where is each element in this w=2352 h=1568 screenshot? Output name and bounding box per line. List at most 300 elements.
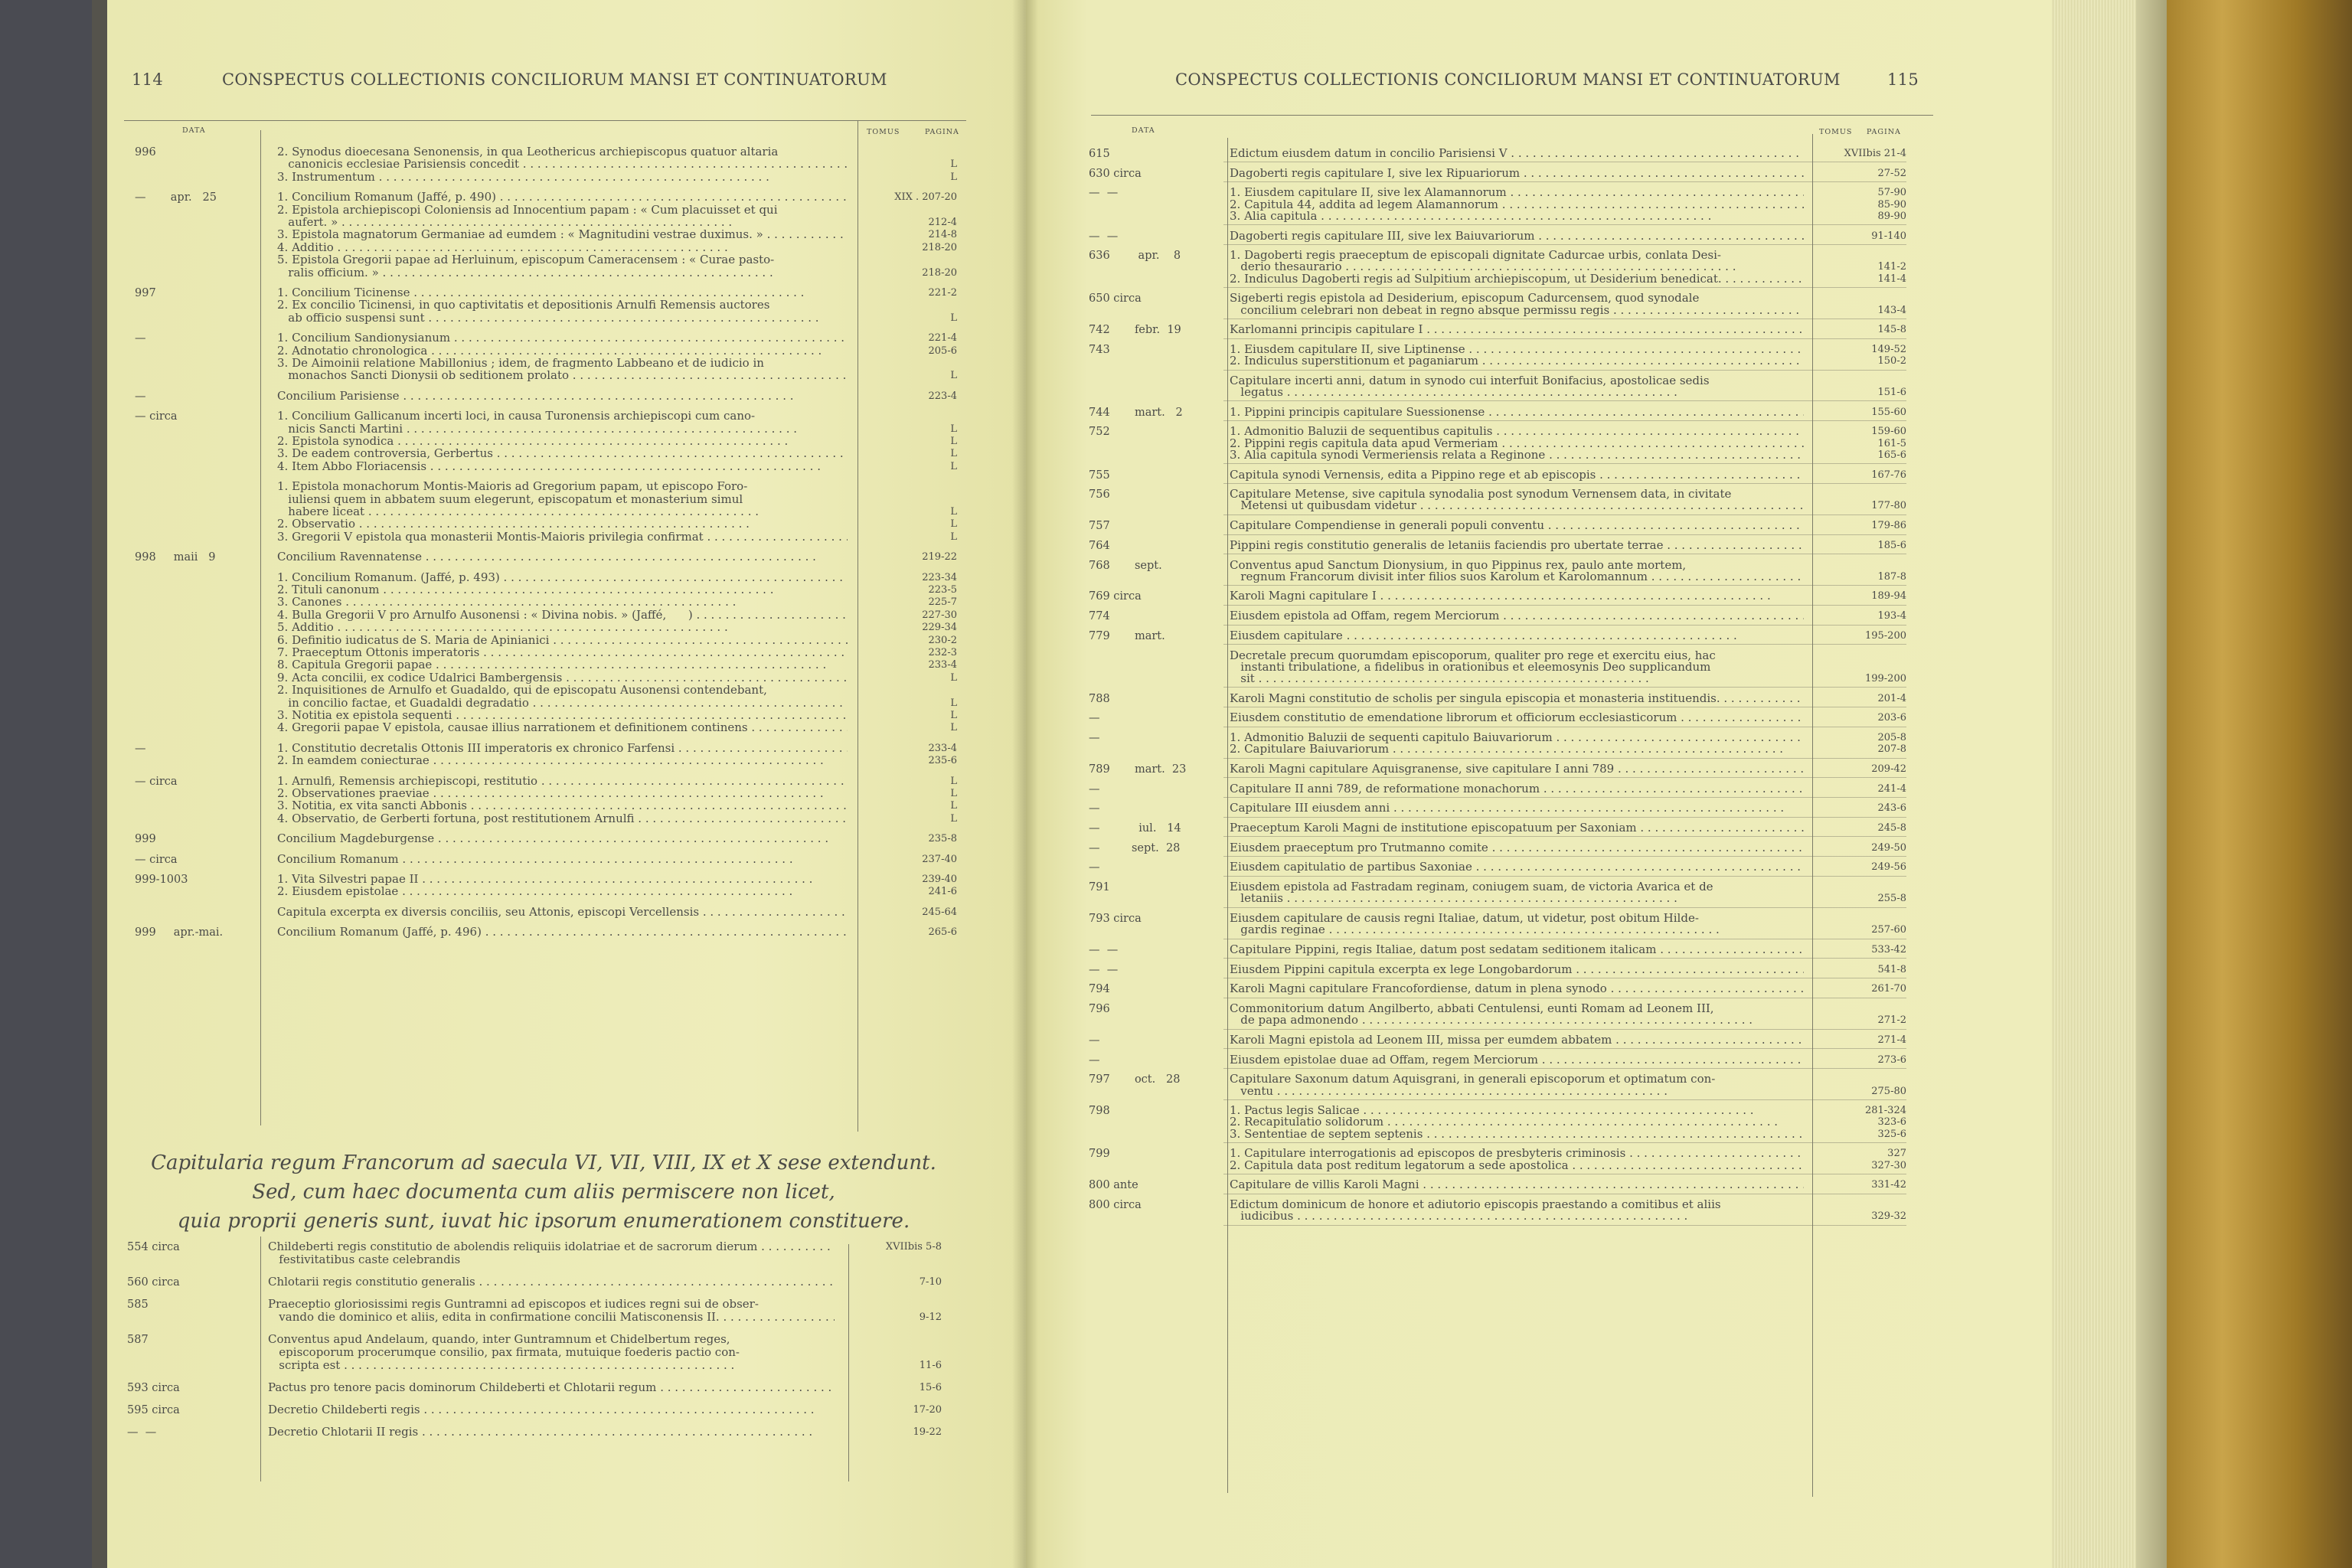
entry-text-line: 1. Pactus legis Salicae . . . [1230, 1104, 1804, 1116]
entry-text-line: 3. De Aimoinii relatione Mabillonius ; idem, de fragmento Labbeano et de iudicio in [277, 357, 764, 369]
entry-date: 744 mart. 2 [1089, 406, 1183, 419]
entry-text-line: Decretale precum quorumdam episcoporum, qualiter pro rege et exercitu eius, hac [1230, 648, 1716, 662]
entry-date: 756 [1089, 488, 1110, 501]
entry-text-line: 1. Arnulfi, Remensis archiepiscopi, restitutio . . . [277, 775, 848, 787]
entry-tomus-pagina: L [950, 671, 957, 684]
entry-text-line: Edictum eiusdem datum in concilio Parisiensi V . . . [1230, 147, 1804, 159]
entry-text-line: in concilio factae, et Guadaldi degradatio . . . [277, 697, 848, 709]
capitularia-section-heading [122, 1148, 965, 1236]
entry-date: — [135, 742, 146, 755]
entry-text-line: 5. Additio . . . [277, 621, 848, 633]
entry-tomus-pagina: 327-30 [1871, 1159, 1906, 1171]
entry-text-line: concilium celebrari non debeat in regno absque permissu regis . . . [1230, 304, 1804, 316]
entry-text-line: ab officio suspensi sunt . . . [277, 312, 848, 324]
entry-text-line: ventu . . . [1230, 1085, 1804, 1097]
entry-text-line: 5. Epistola Gregorii papae ad Herluinum, episcopum Cameracensem : « Curae pasto- [277, 253, 775, 266]
entry-text-line: Capitulare II anni 789, de reformatione monachorum . . . [1230, 782, 1804, 795]
entry-tomus-pagina: XVIIbis 5-8 [885, 1241, 942, 1253]
entry-text-line: Chlotarii regis constitutio generalis . . . [268, 1276, 835, 1288]
entry-text-line: Capitula synodi Vernensis, edita a Pippino rege et ab episcopis . . . [1230, 469, 1804, 481]
entry-text-line: Commonitorium datum Angilberto, abbati Centulensi, eunti Romam ad Leonem III, [1230, 1002, 1714, 1014]
entry-date: 798 [1089, 1105, 1110, 1118]
entry-date: 996 [135, 146, 156, 158]
entry-text-line: 1. Concilium Sandionysianum . . . [277, 332, 848, 344]
entry-text-line: Karoli Magni epistola ad Leonem III, missa per eumdem abbatem . . . [1230, 1034, 1804, 1046]
entry-tomus-pagina: 17-20 [913, 1404, 942, 1416]
entry-tomus-pagina: 221-2 [928, 287, 957, 299]
entry-separator [1223, 338, 1906, 339]
entry-date: 774 [1089, 610, 1110, 623]
entry-text-line: 1. Admonitio Baluzii de sequenti capitulo Baiuvariorum . . . [1230, 731, 1804, 743]
entry-date: 794 [1089, 983, 1110, 996]
page-block-edge [2052, 0, 2136, 1568]
entry-separator [1223, 797, 1906, 798]
entry-text-line: Dagoberti regis capitulare I, sive lex Ripuariorum . . . [1230, 167, 1804, 179]
entry-date: — — [1089, 230, 1119, 243]
entry-date: 779 mart. [1089, 629, 1165, 642]
entry-date: 650 circa [1089, 292, 1142, 305]
entry-date: 593 circa [127, 1382, 180, 1394]
entry-separator [1223, 625, 1906, 626]
entry-text-line: 1. Vita Silvestri papae II . . . [277, 873, 848, 885]
entry-text-line: 2. Ex concilio Ticinensi, in quo captivitatis et depositionis Arnulfi Remensis auctores [277, 299, 770, 312]
entry-tomus-pagina: 199-200 [1864, 672, 1906, 684]
entry-text-line: Eiusdem Pippini capitula excerpta ex lege Longobardorum . . . [1230, 963, 1804, 975]
entry-tomus-pagina: 167-76 [1871, 469, 1906, 481]
entry-tomus-pagina: L [950, 448, 957, 460]
entry-tomus-pagina: L [950, 710, 957, 721]
entry-text-line: 1. Eiusdem capitulare II, sive Liptinense . . . [1230, 343, 1804, 355]
entry-text-line: 3. Notitia ex epistola sequenti . . . [277, 709, 848, 721]
entry-text-line: nicis Sancti Martini . . . [277, 423, 848, 435]
entry-text-line: de papa admonendo . . . [1230, 1014, 1804, 1026]
entry-date: 742 febr. 19 [1089, 324, 1181, 337]
entry-text-line: Pippini regis constitutio generalis de letaniis faciendis pro ubertate terrae . . . [1230, 539, 1804, 551]
entry-text-line: 2. Capitula data post reditum legatorum a sede apostolica . . . [1230, 1159, 1804, 1171]
entry-date: 789 mart. 23 [1089, 763, 1187, 776]
entry-tomus-pagina: 214-8 [928, 229, 957, 241]
entry-text-line: 2. Pippini regis capitula data apud Vermeriam . . . [1230, 437, 1804, 449]
entry-tomus-pagina: 223-34 [922, 571, 957, 583]
entry-date: 554 circa [127, 1241, 180, 1253]
book-gutter [1012, 0, 1038, 1568]
entry-separator [1223, 318, 1906, 319]
right-page-number: 115 [1887, 70, 1919, 89]
entry-date: — circa [135, 775, 178, 788]
left-running-head: CONSPECTUS COLLECTIONIS CONCILIORUM MANSI ET CONTINUATORUM [222, 70, 887, 89]
entry-text-line: 1. Concilium Romanum (Jaffé, p. 490) . . . [277, 191, 848, 203]
entry-tomus-pagina: 149-52 [1871, 343, 1906, 355]
entry-tomus-pagina: 195-200 [1864, 629, 1906, 642]
entry-text-line: Karoli Magni constitutio de scholis per singula episcopia et monasteria instituendis. . . . [1230, 692, 1804, 704]
entry-tomus-pagina: L [950, 775, 957, 787]
entry-text-line: Childeberti regis constitutio de abolendis reliquiis idolatriae et de sacrorum dierum . . . [268, 1240, 835, 1253]
entry-date: — [1089, 1034, 1100, 1047]
entry-tomus-pagina: 209-42 [1871, 763, 1906, 775]
entry-tomus-pagina: 205-6 [928, 345, 957, 357]
entry-tomus-pagina: L [950, 697, 957, 709]
entry-tomus-pagina: 212-4 [928, 217, 957, 228]
entry-text-line: 3. De eadem controversia, Gerbertus . . . [277, 447, 848, 459]
entry-tomus-pagina: 233-4 [928, 659, 957, 671]
entry-text-line: iudicibus . . . [1230, 1210, 1804, 1222]
entry-text-line: 6. Definitio iudicatus de S. Maria de Apinianici . . . [277, 634, 848, 646]
entry-text-line: Concilium Romanum (Jaffé, p. 496) . . . [277, 926, 848, 938]
right-running-head: CONSPECTUS COLLECTIONIS CONCILIORUM MANSI ET CONTINUATORUM [1175, 70, 1841, 89]
entry-tomus-pagina: 205-8 [1877, 732, 1906, 743]
entry-text-line: 1. Concilium Ticinense . . . [277, 286, 848, 299]
entry-separator [1223, 224, 1906, 225]
entry-text-line: episcoporum procerumque consilio, pax firmata, mutuique foederis pactio con- [268, 1346, 740, 1358]
entry-text-line: Eiusdem capitulatio de partibus Saxoniae . . . [1230, 861, 1804, 873]
entry-text-line: 2. Capitula 44, addita ad legem Alamannorum . . . [1230, 198, 1804, 211]
entry-date: 585 [127, 1298, 149, 1311]
entry-text-line: 4. Bulla Gregorii V pro Arnulfo Ausonensi : « Divina nobis. » (Jaffé, ) . . . [277, 609, 848, 621]
left-col-pagina-header: PAGINA [925, 128, 959, 136]
entry-date: 595 circa [127, 1404, 180, 1416]
entry-text-line: Concilium Magdeburgense . . . [277, 832, 848, 844]
right-date-column-rule [1227, 138, 1228, 1493]
entry-text-line: 2. Epistola archiepiscopi Coloniensis ad Innocentium papam : « Cum placuisset et qui [277, 203, 778, 216]
entry-date: 764 [1089, 539, 1110, 552]
entry-text-line: Conventus apud Andelaum, quando, inter Guntramnum et Chidelbertum reges, [268, 1333, 730, 1345]
entry-separator [1223, 400, 1906, 401]
entry-tomus-pagina: 271-4 [1877, 1034, 1906, 1046]
right-col-tomus-header: TOMUS [1819, 128, 1853, 136]
entry-date: 768 sept. [1089, 559, 1162, 572]
entry-text-line: Praeceptum Karoli Magni de institutione episcopatuum per Saxoniam . . . [1230, 822, 1804, 834]
entry-text-line: Karoli Magni capitulare Aquisgranense, sive capitulare I anni 789 . . . [1230, 763, 1804, 775]
entry-text-line: festivitatibus caste celebrandis [268, 1253, 461, 1266]
entry-date: — — [127, 1426, 157, 1439]
entry-date: — — [1089, 963, 1119, 976]
entry-date: — [135, 332, 146, 345]
entry-tomus-pagina: L [950, 436, 957, 447]
section-heading-line-3: quia proprii generis sunt, iuvat hic ipsorum enumerationem constituere. [177, 1210, 910, 1233]
entry-tomus-pagina: 261-70 [1871, 983, 1906, 995]
entry-tomus-pagina: 89-90 [1877, 210, 1906, 222]
entry-tomus-pagina: 229-34 [922, 622, 957, 634]
entry-text-line: Capitulare Compendiense in generali populi conventu . . . [1230, 519, 1804, 531]
entry-text-line: canonicis ecclesiae Parisiensis concedit . . . [277, 158, 848, 170]
entry-text-line: Metensi ut quibusdam videtur . . . [1230, 499, 1804, 511]
entry-tomus-pagina: 141-4 [1877, 273, 1906, 285]
entry-tomus-pagina: 203-6 [1877, 712, 1906, 724]
entry-text-line: Eiusdem epistolae duae ad Offam, regem Merciorum . . . [1230, 1054, 1804, 1066]
entry-tomus-pagina: L [950, 518, 957, 531]
entry-text-line: 1. Constitutio decretalis Ottonis III imperatoris ex chronico Farfensi . . . [277, 742, 848, 754]
entry-text-line: Karlomanni principis capitulare I . . . [1230, 323, 1804, 335]
entry-text-line: 8. Capitula Gregorii papae . . . [277, 658, 848, 671]
entry-tomus-pagina: 271-2 [1877, 1014, 1906, 1027]
entry-tomus-pagina: 85-90 [1877, 198, 1906, 211]
entry-tomus-pagina: 143-4 [1877, 304, 1906, 316]
entry-tomus-pagina: L [950, 788, 957, 799]
entry-separator [1223, 1142, 1906, 1143]
entry-tomus-pagina: 255-8 [1877, 893, 1906, 905]
entry-separator [1223, 534, 1906, 535]
entry-tomus-pagina: 249-56 [1871, 861, 1906, 874]
entry-tomus-pagina: L [950, 312, 957, 324]
entry-tomus-pagina: L [950, 506, 957, 518]
entry-tomus-pagina: 219-22 [922, 551, 957, 564]
entry-date: 800 ante [1089, 1179, 1138, 1192]
entry-text-line: Karoli Magni capitulare Francofordiense, datum in plena synodo . . . [1230, 982, 1804, 995]
entry-date: — circa [135, 853, 178, 866]
book-cover-spine [2167, 0, 2352, 1568]
entry-separator [1223, 856, 1906, 857]
entry-text-line: 4. Additio . . . [277, 241, 848, 253]
entry-tomus-pagina: 177-80 [1871, 500, 1906, 512]
entry-tomus-pagina: 187-8 [1877, 570, 1906, 583]
entry-tomus-pagina: L [950, 812, 957, 825]
entry-text-line: 1. Capitulare interrogationis ad episcopos de presbyteris criminosis . . . [1230, 1147, 1804, 1159]
entry-tomus-pagina: 275-80 [1871, 1085, 1906, 1097]
entry-tomus-pagina: 57-90 [1877, 187, 1906, 199]
entry-date: 799 [1089, 1148, 1110, 1161]
entry-tomus-pagina: 221-4 [928, 332, 957, 345]
entry-separator [1223, 687, 1906, 688]
entry-separator [1223, 585, 1906, 586]
entry-date: 999-1003 [135, 874, 188, 886]
entry-tomus-pagina: 232-3 [928, 647, 957, 658]
entry-date: 752 [1089, 426, 1110, 439]
entry-text-line: vando die dominico et aliis, edita in confirmatione concilii Matisconensis II. . . . [268, 1311, 835, 1323]
entry-text-line: Edictum dominicum de honore et adiutorio episcopis praestando a comitibus et aliis [1230, 1197, 1721, 1210]
entry-tomus-pagina: 179-86 [1871, 520, 1906, 532]
entry-tomus-pagina: 233-4 [928, 742, 957, 754]
entry-separator [1223, 817, 1906, 818]
entry-date: — sept. 28 [1089, 841, 1181, 854]
entry-tomus-pagina: 218-20 [922, 266, 957, 279]
entry-tomus-pagina: L [950, 722, 957, 734]
entry-date: 587 [127, 1334, 149, 1346]
entry-date: — — [1089, 943, 1119, 956]
entry-text-line: 3. Notitia, ex vita sancti Abbonis . . . [277, 799, 848, 812]
entry-separator [1223, 1225, 1906, 1226]
entry-separator [1223, 287, 1906, 288]
entry-tomus-pagina: 91-140 [1871, 230, 1906, 242]
entry-date: — [1089, 782, 1100, 795]
entry-date: 793 circa [1089, 913, 1142, 925]
entry-text-line: Eiusdem capitulare . . . [1230, 629, 1804, 642]
entry-tomus-pagina: 7-10 [919, 1276, 942, 1288]
entry-text-line: Eiusdem praeceptum pro Trutmanno comite . . . [1230, 841, 1804, 854]
entry-separator [1223, 244, 1906, 245]
entry-date: — [1089, 802, 1100, 815]
entry-text-line: derio thesaurario . . . [1230, 260, 1804, 273]
entry-text-line: Capitula excerpta ex diversis conciliis, seu Attonis, episcopi Vercellensis . . . [277, 906, 848, 918]
entry-text-line: Eiusdem epistola ad Fastradam reginam, coniugem suam, de victoria Avarica et de [1230, 880, 1713, 893]
entry-text-line: Eiusdem epistola ad Offam, regem Merciorum . . . [1230, 609, 1804, 622]
entry-date: — — [1089, 187, 1119, 200]
entry-text-line: 3. Canones . . . [277, 596, 848, 608]
entry-text-line: 2. Observatio . . . [277, 518, 848, 530]
entry-text-line: 2. Inquisitiones de Arnulfo et Guadaldo, qui de episcopatu Ausonensi contendebant, [277, 684, 767, 697]
entry-text-line: Capitulare incerti anni, datum in synodo cui interfuit Bonifacius, apostolicae sedis [1230, 374, 1710, 387]
entry-text-line: scripta est . . . [268, 1359, 835, 1371]
entry-text-line: regnum Francorum divisit inter filios suos Karolum et Karolomannum . . . [1230, 570, 1804, 583]
entry-date: — [1089, 1054, 1100, 1067]
page-block-edge-dark [2136, 0, 2167, 1568]
entry-text-line: gardis reginae . . . [1230, 923, 1804, 936]
entry-separator [1223, 463, 1906, 464]
entry-date: — [1089, 712, 1100, 725]
entry-text-line: Capitulare de villis Karoli Magni . . . [1230, 1178, 1804, 1191]
entry-separator [1223, 958, 1906, 959]
entry-text-line: ralis officium. » . . . [277, 266, 848, 279]
entry-date: — [1089, 732, 1100, 744]
entry-tomus-pagina: 243-6 [1877, 802, 1906, 815]
left-header-rule [124, 120, 966, 121]
entry-text-line: Capitulare Metense, sive capitula synodalia post synodum Vernensem data, in civitate [1230, 488, 1732, 501]
entry-text-line: Capitulare III eiusdem anni . . . [1230, 802, 1804, 814]
entry-date: 630 circa [1089, 167, 1142, 180]
entry-date: 999 apr.-mai. [135, 926, 224, 939]
entry-text-line: Concilium Parisiense . . . [277, 390, 848, 402]
entry-tomus-pagina: 281-324 [1864, 1105, 1906, 1117]
entry-tomus-pagina: 235-8 [928, 833, 957, 845]
left-tomus-column-rule-2 [848, 1244, 849, 1481]
entry-text-line: 2. In eamdem coniecturae . . . [277, 754, 848, 766]
entry-date: 743 [1089, 343, 1110, 356]
entry-separator [1223, 907, 1906, 908]
entry-separator [1223, 836, 1906, 837]
entry-date: 757 [1089, 520, 1110, 533]
entry-date: 755 [1089, 469, 1110, 482]
entry-date: 800 circa [1089, 1198, 1142, 1211]
entry-text-line: Decretio Chlotarii II regis . . . [268, 1426, 835, 1438]
entry-text-line: 2. Observationes praeviae . . . [277, 787, 848, 799]
entry-text-line: sit . . . [1230, 672, 1804, 684]
entry-tomus-pagina: 541-8 [1877, 963, 1906, 975]
entry-tomus-pagina: 223-4 [928, 390, 957, 402]
entry-text-line: 1. Epistola monachorum Montis-Maioris ad Gregorium papam, ut episcopo Foro- [277, 480, 748, 493]
entry-separator [1223, 181, 1906, 182]
entry-text-line: 3. Alia capitula synodi Vermeriensis relata a Reginone . . . [1230, 449, 1804, 461]
entry-text-line: 2. Indiculus superstitionum et paganiarum . . . [1230, 354, 1804, 367]
entry-text-line: Praeceptio gloriosissimi regis Guntramni ad episcopos et iudices regni sui de obser- [268, 1298, 759, 1310]
entry-date: — [135, 390, 146, 403]
entry-tomus-pagina: 19-22 [913, 1426, 942, 1438]
entry-tomus-pagina: 155-60 [1871, 406, 1906, 418]
entry-separator [1223, 1048, 1906, 1049]
entry-tomus-pagina: 239-40 [922, 874, 957, 885]
entry-text-line: 3. Alia capitula . . . [1230, 210, 1804, 222]
entry-text-line: legatus . . . [1230, 386, 1804, 398]
entry-tomus-pagina: 245-64 [922, 906, 957, 918]
entry-tomus-pagina: 237-40 [922, 853, 957, 865]
entry-tomus-pagina: L [950, 531, 957, 543]
entry-tomus-pagina: 151-6 [1877, 387, 1906, 398]
entry-date: 788 [1089, 692, 1110, 705]
entry-tomus-pagina: 15-6 [919, 1382, 942, 1393]
entry-text-line: monachos Sancti Dionysii ob seditionem prolato . . . [277, 369, 848, 381]
entry-tomus-pagina: 11-6 [919, 1360, 942, 1371]
entry-text-line: 9. Acta concilii, ex codice Udalrici Bambergensis . . . [277, 671, 848, 684]
entry-text-line: 2. Capitulare Baiuvariorum . . . [1230, 743, 1804, 755]
entry-tomus-pagina: 329-32 [1871, 1210, 1906, 1223]
entry-tomus-pagina: 223-5 [928, 584, 957, 596]
entry-text-line: 1. Eiusdem capitulare II, sive lex Alamannorum . . . [1230, 186, 1804, 198]
entry-text-line: Conventus apud Sanctum Dionysium, in quo Pippinus rex, paulo ante mortem, [1230, 558, 1687, 571]
entry-separator [1223, 1099, 1906, 1100]
entry-text-line: Eiusdem constitutio de emendatione librorum et officiorum ecclesiasticorum . . . [1230, 711, 1804, 724]
entry-tomus-pagina: 257-60 [1871, 924, 1906, 936]
entry-tomus-pagina: 273-6 [1877, 1054, 1906, 1066]
entry-date: 999 [135, 833, 156, 846]
entry-text-line: 2. Synodus dioecesana Senonensis, in qua Leothericus archiepiscopus quatuor altaria [277, 145, 779, 158]
right-col-data-header: DATA [1132, 126, 1155, 135]
entry-date: 636 apr. 8 [1089, 250, 1181, 263]
entry-text-line: 1. Concilium Romanum. (Jaffé, p. 493) . . . [277, 571, 848, 583]
entry-text-line: Decretio Childeberti regis . . . [268, 1403, 835, 1416]
entry-date: — circa [135, 410, 178, 423]
entry-date: — iul. 14 [1089, 822, 1181, 835]
entry-text-line: letaniis . . . [1230, 892, 1804, 904]
left-page-number: 114 [132, 70, 163, 89]
entry-text-line: 1. Admonitio Baluzii de sequentibus capitulis . . . [1230, 425, 1804, 437]
entry-tomus-pagina: 27-52 [1877, 167, 1906, 179]
entry-date: 998 maii 9 [135, 551, 216, 564]
entry-tomus-pagina: 141-2 [1877, 261, 1906, 273]
entry-text-line: 2. Tituli canonum . . . [277, 583, 848, 596]
entry-tomus-pagina: 241-4 [1877, 782, 1906, 795]
entry-text-line: Eiusdem capitulare de causis regni Italiae, datum, ut videtur, post obitum Hilde- [1230, 912, 1699, 924]
section-heading-line-2: Sed, cum haec documenta cum aliis permiscere non licet, [252, 1181, 835, 1204]
entry-tomus-pagina: 265-6 [928, 926, 957, 939]
entry-date: — apr. 25 [135, 191, 217, 204]
entry-text-line: aufert. » . . . [277, 216, 848, 228]
entry-date: 797 oct. 28 [1089, 1073, 1181, 1086]
entry-separator [1223, 370, 1906, 371]
entry-separator [1223, 644, 1906, 645]
entry-tomus-pagina: 325-6 [1877, 1128, 1906, 1140]
entry-text-line: 2. Indiculus Dagoberti regis ad Sulpitium archiepiscopum, ut Desiderium benedicat. . . . [1230, 273, 1804, 285]
entry-tomus-pagina: L [950, 370, 957, 382]
entry-text-line: 1. Concilium Gallicanum incerti loci, in causa Turonensis archiepiscopi cum cano- [277, 410, 756, 423]
entry-tomus-pagina: 225-7 [928, 596, 957, 609]
entry-tomus-pagina: 249-50 [1871, 841, 1906, 854]
entry-text-line: 3. Sententiae de septem septenis . . . [1230, 1128, 1804, 1140]
entry-tomus-pagina: 150-2 [1877, 355, 1906, 368]
entry-tomus-pagina: XVIIbis 21-4 [1844, 148, 1906, 159]
entry-tomus-pagina: 159-60 [1871, 426, 1906, 438]
entry-text-line: Concilium Ravennatense . . . [277, 550, 848, 563]
entry-text-line: Karoli Magni capitulare I . . . [1230, 590, 1804, 602]
entry-separator [1223, 420, 1906, 421]
right-header-rule [1091, 115, 1933, 116]
entry-tomus-pagina: 145-8 [1877, 324, 1906, 336]
entry-tomus-pagina: 227-30 [922, 609, 957, 621]
entry-text-line: Capitulare Saxonum datum Aquisgrani, in generali episcoporum et optimatum con- [1230, 1073, 1716, 1086]
entry-tomus-pagina: L [950, 158, 957, 171]
entry-tomus-pagina: 230-2 [928, 634, 957, 646]
left-date-column-rule-2 [260, 1236, 261, 1481]
entry-separator [1223, 758, 1906, 759]
entry-date: — [1089, 861, 1100, 874]
entry-date: 769 circa [1089, 590, 1142, 603]
entry-tomus-pagina: 185-6 [1877, 539, 1906, 551]
entry-separator [1223, 1029, 1906, 1030]
entry-text-line: Concilium Romanum . . . [277, 853, 848, 865]
entry-text-line: instanti tribulatione, a fidelibus in orationibus et eleemosynis Deo supplicandum [1230, 660, 1711, 673]
entry-tomus-pagina: 161-5 [1877, 437, 1906, 449]
entry-tomus-pagina: 218-20 [922, 241, 957, 253]
entry-date: 997 [135, 287, 156, 299]
entry-text-line: 1. Pippini principis capitulare Suessionense . . . [1230, 406, 1804, 418]
entry-text-line: 2. Recapitulatio solidorum . . . [1230, 1116, 1804, 1128]
